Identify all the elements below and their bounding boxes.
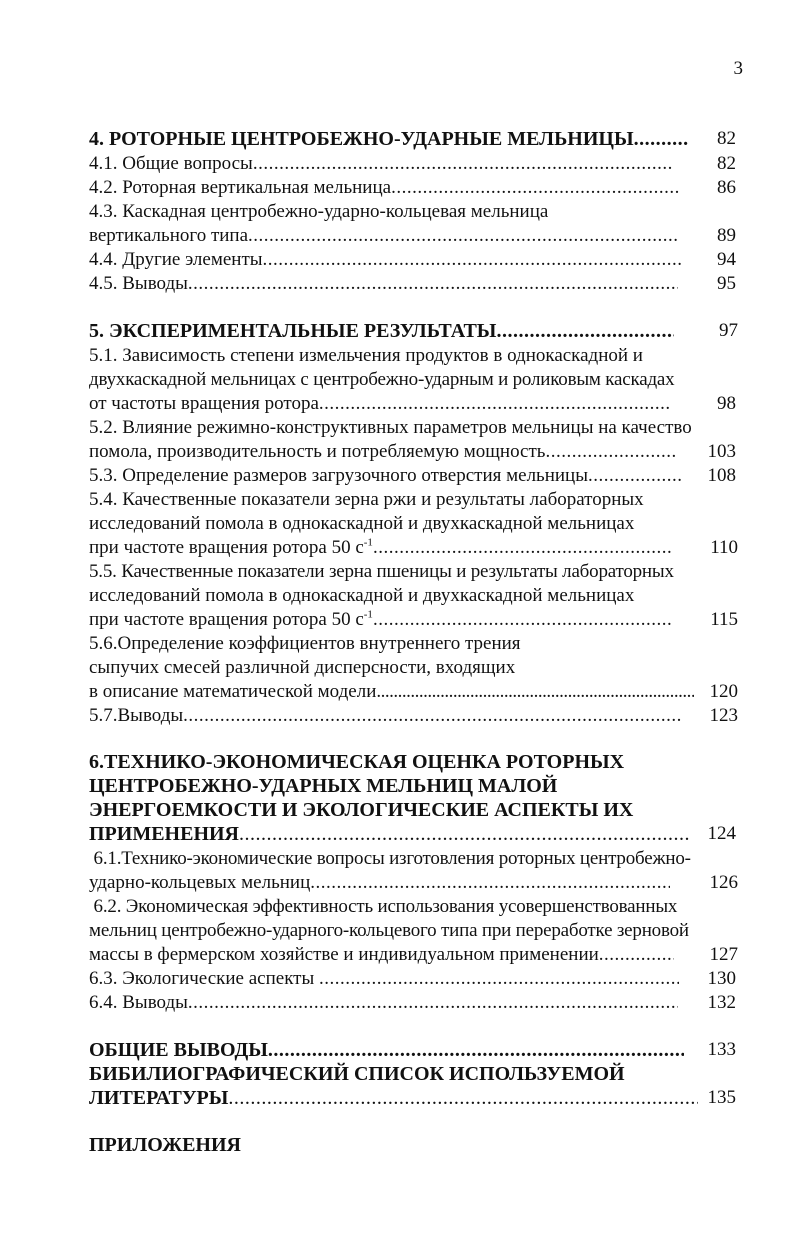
toc-chapter-5: 5. ЭКСПЕРИМЕНТАЛЬНЫЕ РЕЗУЛЬТАТЫ..... [89, 318, 674, 344]
toc-item: 5.4. Качественные показатели зерна ржи и результаты лабораторных [89, 489, 644, 510]
toc-item-page: 89 [717, 225, 736, 246]
toc-item: сыпучих смесей различной дисперсности, входящих [89, 657, 516, 678]
toc-item-page: 103 [707, 441, 736, 462]
toc-item-page: 86 [717, 177, 736, 198]
toc-item: ударно-кольцевых мельниц..... [89, 870, 684, 896]
toc-item: 5.2. Влияние режимно-конструктивных параметров мельницы на качество [89, 417, 692, 438]
toc-item-page: 82 [717, 153, 736, 174]
toc-item: помола, производительность и потребляемую мощность..... [89, 439, 679, 465]
toc-item-page: 120 [709, 681, 738, 702]
toc-item-page: 108 [707, 465, 736, 486]
toc-bibliography: ЛИТЕРАТУРЫ..... [89, 1085, 699, 1111]
toc-item-page: 126 [709, 872, 738, 893]
toc-chapter-4-page: 82 [717, 128, 736, 149]
toc-item: массы в фермерском хозяйстве и индивидуальном применении..... [89, 942, 684, 968]
toc-item-page: 130 [707, 968, 736, 989]
toc-item: вертикального типа..... [89, 223, 679, 249]
toc-item: 4.3. Каскадная центробежно-ударно-кольцевая мельница [89, 201, 549, 222]
toc-item-page: 127 [709, 944, 738, 965]
toc-item-page: 115 [710, 609, 738, 630]
toc-chapter-6-title: ПРИМЕНЕНИЯ..... [89, 821, 689, 847]
toc-item-page: 95 [717, 273, 736, 294]
toc-appendices: ПРИЛОЖЕНИЯ [89, 1134, 241, 1156]
toc-item: 6.4. Выводы..... [89, 990, 684, 1016]
superscript: -1 [363, 536, 373, 549]
toc-item: 4.2. Роторная вертикальная мельница..... [89, 175, 679, 201]
toc-bibliography: БИБИЛИОГРАФИЧЕСКИЙ СПИСОК ИСПОЛЬЗУЕМОЙ [89, 1063, 625, 1085]
toc-item-page: 132 [707, 992, 736, 1013]
toc-item: 5.1. Зависимость степени измельчения продуктов в однокаскадной и [89, 345, 643, 366]
toc-item: двухкаскадной мельницах с центробежно-ударным и роликовым каскадах [89, 369, 675, 390]
toc-item: 4.5. Выводы..... [89, 271, 684, 297]
toc-bibliography-page: 135 [707, 1087, 736, 1108]
toc-item: 5.3. Определение размеров загрузочного отверстия мельницы..... [89, 463, 694, 489]
toc-item: 6.1.Технико-экономические вопросы изготовления роторных центробежно- [89, 848, 691, 869]
toc-item-page: 110 [710, 537, 738, 558]
toc-item: от частоты вращения ротора..... [89, 391, 689, 417]
toc-chapter-4: 4. РОТОРНЫЕ ЦЕНТРОБЕЖНО-УДАРНЫЕ МЕЛЬНИЦЫ..... [89, 126, 689, 152]
toc-item-page: 123 [709, 705, 738, 726]
page-number: 3 [733, 58, 743, 79]
toc-item: 5.7.Выводы..... [89, 703, 689, 729]
toc-general-conclusions: ОБЩИЕ ВЫВОДЫ..... [89, 1037, 684, 1063]
toc-item: 4.1. Общие вопросы..... [89, 151, 689, 177]
superscript: -1 [363, 608, 373, 621]
toc-item: исследований помола в однокаскадной и двухкаскадной мельницах [89, 513, 635, 534]
toc-item: 6.2. Экономическая эффективность использования усовершенствованных [89, 896, 678, 917]
toc-chapter-6-title: ЭНЕРГОЕМКОСТИ И ЭКОЛОГИЧЕСКИЕ АСПЕКТЫ ИХ [89, 799, 634, 821]
toc-item: 5.6.Определение коэффициентов внутреннего трения [89, 633, 521, 654]
toc-item: 6.3. Экологические аспекты ..... [89, 966, 679, 992]
toc-item: в описание математической модели..... [89, 679, 694, 705]
toc-item: 5.5. Качественные показатели зерна пшеницы и результаты лабораторных [89, 561, 674, 582]
toc-item: мельниц центробежно-ударного-кольцевого типа при переработке зерновой [89, 920, 689, 941]
toc-chapter-6-title: ЦЕНТРОБЕЖНО-УДАРНЫХ МЕЛЬНИЦ МАЛОЙ [89, 775, 558, 797]
toc-general-conclusions-page: 133 [707, 1039, 736, 1060]
toc-item: 4.4. Другие элементы..... [89, 247, 684, 273]
toc-chapter-6-page: 124 [707, 823, 736, 844]
toc-item-page: 98 [717, 393, 736, 414]
toc-chapter-5-page: 97 [719, 320, 738, 341]
toc-item: исследований помола в однокаскадной и двухкаскадной мельницах [89, 585, 635, 606]
toc-item: при частоте вращения ротора 50 $с^{-1}$..... [89, 607, 689, 633]
toc-item: при частоте вращения ротора 50 $с^{-1}$..... [89, 535, 689, 561]
toc-item-page: 94 [717, 249, 736, 270]
toc-chapter-6-title: 6.ТЕХНИКО-ЭКОНОМИЧЕСКАЯ ОЦЕНКА РОТОРНЫХ [89, 751, 625, 773]
